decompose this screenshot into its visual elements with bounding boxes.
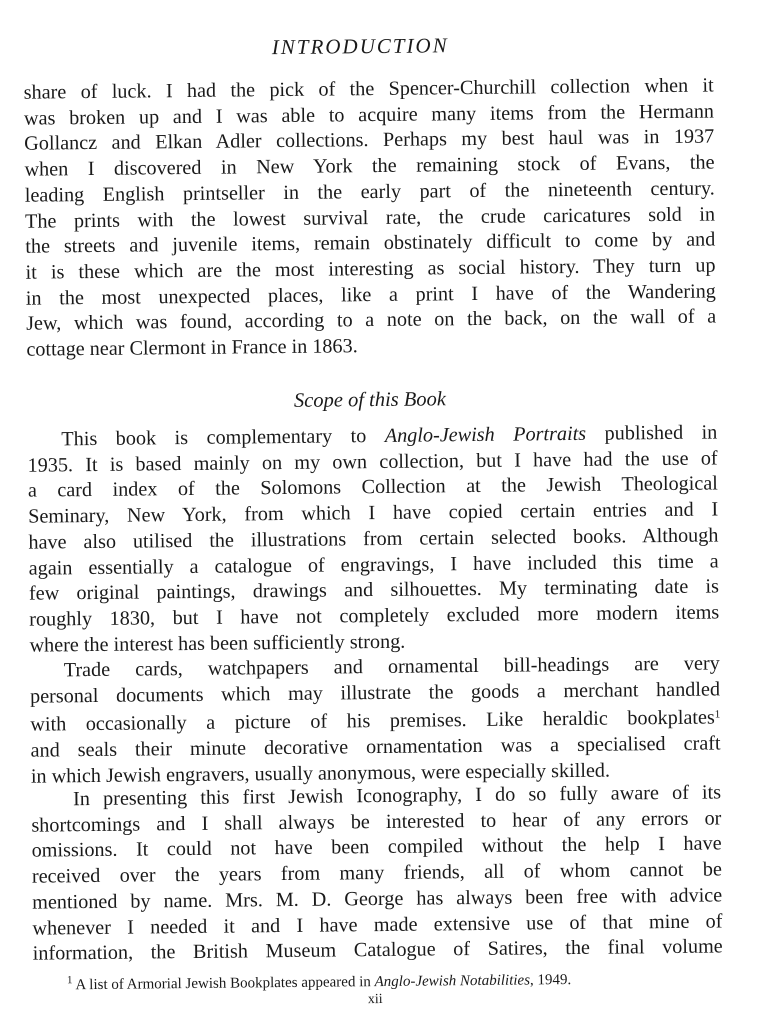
text-line: Jew, which was found, according to a note on the back, on the wall of a <box>26 305 717 336</box>
text-run: with occasionally a picture of his premises. Like heraldic bookplates <box>30 706 715 737</box>
text-line: Trade cards, watchpapers and ornamental bill-headings are very <box>63 652 720 682</box>
text-line: received over the years from many friends, all of whom cannot be <box>31 858 723 888</box>
text-line: roughly 1830, but I have not completely excluded more modern items <box>29 601 720 631</box>
text-line: mentioned by name. Mrs. M. D. George has always been free with advice <box>32 884 723 914</box>
section-heading: Scope of this Book <box>293 388 447 412</box>
book-title: Anglo-Jewish Portraits <box>384 422 587 447</box>
text-line: shortcomings and I shall always be interested to hear of any errors or <box>31 807 722 837</box>
text-line: and seals their minute decorative ornamentation was a specialised craft <box>30 732 721 762</box>
text-line: omissions. It could not have been compiled without the help I have <box>31 832 722 863</box>
text-line: when I discovered in New York the remaining stock of Evans, the <box>24 151 715 181</box>
text-line: few original paintings, drawings and silhouettes. My terminating date is <box>28 575 720 605</box>
running-head: INTRODUCTION <box>271 33 449 60</box>
text-line: In presenting this first Jewish Iconography, I do so fully aware of its <box>73 781 722 811</box>
text-line: whenever I needed it and I have made extensive use of that mine of <box>32 909 723 940</box>
footnote-text: A list of Armorial Jewish Bookplates appeared in <box>72 974 375 994</box>
text-line: where the interest has been sufficiently strong. <box>29 630 406 657</box>
text-line: again essentially a catalogue of engravings, I have included this time a <box>28 549 719 580</box>
page-number: xii <box>367 992 383 1008</box>
footnote-reference: 1 <box>714 708 721 721</box>
text-line: Gollancz and Elkan Adler collections. Perhaps my best haul was in 1937 <box>24 125 715 156</box>
text-line: leading English printseller in the early part of the nineteenth century. <box>24 177 715 207</box>
text-line: a card index of the Solomons Collection at the Jewish Theological <box>27 472 718 503</box>
text-line: was broken up and I was able to acquire many items from the Hermann <box>23 100 715 130</box>
text-line: it is these which are the most interesting as social history. They turn up <box>25 254 716 284</box>
footnote-title: Anglo-Jewish Notabilities <box>374 972 531 991</box>
text-line: have also utilised the illustrations from certain selected books. Although <box>28 524 719 554</box>
paragraph-scope <box>27 420 719 659</box>
text-line: cottage near Clermont in France in 1863. <box>26 335 358 361</box>
text-line: The prints with the lowest survival rate, the crude caricatures sold in <box>24 202 716 233</box>
text-line: in the most unexpected places, like a print I have of the Wandering <box>25 280 716 310</box>
paragraph-continuation <box>24 73 717 363</box>
text-line: 1935. It is based mainly on my own collection, but I have had the use of <box>27 447 718 477</box>
text-run: published in <box>586 421 718 445</box>
text-line: information, the British Museum Catalogue of Satires, the final volume <box>32 935 723 965</box>
text-line: the streets and juvenile items, remain obstinately difficult to come by and <box>25 228 716 258</box>
paragraph-acknowledgements <box>31 780 723 967</box>
text-line: in which Jewish engravers, usually anonymous, were especially skilled. <box>30 759 611 788</box>
footnote-marker: 1 <box>66 974 73 987</box>
text-line: personal documents which may illustrate the goods a merchant handled <box>29 678 721 708</box>
text-run: This book is complementary to <box>61 424 385 451</box>
paragraph-trade-cards <box>30 651 721 790</box>
footnote-text: , 1949. <box>529 972 572 989</box>
text-line: share of luck. I had the pick of the Spencer-Churchill collection when it <box>23 74 714 104</box>
text-line: Seminary, New York, from which I have copied certain entries and I <box>28 498 719 528</box>
